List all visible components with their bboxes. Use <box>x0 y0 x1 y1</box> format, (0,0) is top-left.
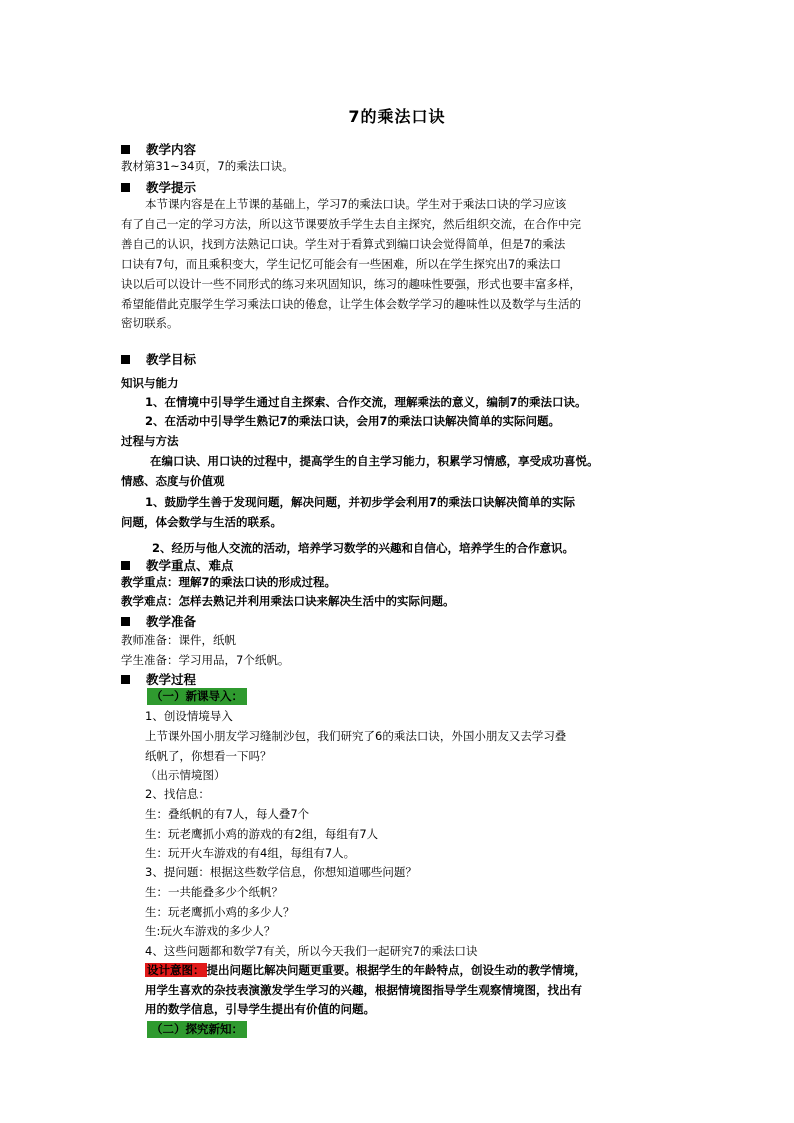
goals-sub-process: 过程与方法 <box>121 434 179 448</box>
hint-line-2: 有了自己一定的学习方法，所以这节课要放手学生去自主探究，然后组织交流，在合作中完 <box>121 217 581 231</box>
hint-line-6: 希望能借此克服学生学习乘法口诀的倦怠，让学生体会数学学习的趣味性以及数学与生活的 <box>121 297 581 311</box>
process-step-1a: 上节课外国小朋友学习缝制沙包，我们研究了6的乘法口诀，外国小朋友又去学习叠 <box>145 729 567 743</box>
process-tag-intro: （一）新课导入： <box>147 688 247 705</box>
square-bullet-icon <box>121 617 130 626</box>
goals-process-1: 在编口诀、用口诀的过程中，提高学生的自主学习能力，积累学习情感，享受成功喜悦。 <box>150 454 599 468</box>
hint-line-5: 诀以后可以设计一些不同形式的练习来巩固知识，练习的趣味性要强，形式也要丰富多样， <box>121 277 581 291</box>
section-heading-prep <box>121 612 196 630</box>
square-bullet-icon <box>121 675 130 684</box>
section-heading-content <box>121 140 196 158</box>
prep-teacher: 教师准备：课件，纸帆 <box>121 633 236 647</box>
section-heading-text: 教学重点、难点 <box>146 558 234 573</box>
design-intent-tag: 设计意图： <box>147 963 205 977</box>
goals-emotion-1a: 1、鼓励学生善于发现问题，解决问题，并初步学会利用7的乘法口诀解决简单的实际 <box>145 495 575 509</box>
hint-line-1: 本节课内容是在上节课的基础上，学习7的乘法口诀。学生对于乘法口诀的学习应该 <box>145 197 567 211</box>
content-line: 教材第31~34页，7的乘法口诀。 <box>121 159 294 173</box>
process-step-2a: 生：叠纸帆的有7人，每人叠7个 <box>145 807 310 821</box>
section-heading-text: 教学内容 <box>146 142 197 157</box>
process-step-1b: 纸帆了，你想看一下吗？ <box>145 749 272 763</box>
section-heading-process <box>121 670 196 688</box>
section-heading-goals <box>121 350 196 368</box>
process-step-3b: 生：玩老鹰抓小鸡的多少人？ <box>145 905 295 919</box>
process-tag-explore: （二）探究新知： <box>147 1021 247 1038</box>
square-bullet-icon <box>121 183 130 192</box>
hint-line-3: 善自己的认识，找到方法熟记口诀。学生对于看算式到编口诀会觉得简单，但是7的乘法 <box>121 237 566 251</box>
section-heading-key <box>121 556 234 574</box>
prep-student: 学生准备：学习用品，7个纸帆。 <box>121 653 290 667</box>
process-step-3: 3、提问题：根据这些数学信息，你想知道哪些问题？ <box>145 865 417 879</box>
process-step-3a: 生：一共能叠多少个纸帆？ <box>145 885 283 899</box>
goals-sub-emotion: 情感、态度与价值观 <box>121 474 225 488</box>
section-heading-text: 教学过程 <box>146 672 197 687</box>
design-intent-line-1 <box>145 962 586 978</box>
key-difficulty: 教学难点：怎样去熟记并利用乘法口诀来解决生活中的实际问题。 <box>121 594 455 608</box>
process-step-2b: 生：玩老鹰抓小鸡的游戏的有2组，每组有7人 <box>145 827 379 841</box>
square-bullet-icon <box>121 561 130 570</box>
page-title: 7的乘法口诀 <box>348 107 446 126</box>
process-step-3c: 生:玩火车游戏的多少人？ <box>145 924 276 938</box>
process-step-2: 2、找信息： <box>145 787 210 801</box>
section-heading-text: 教学准备 <box>146 614 197 629</box>
process-step-2c: 生：玩开火车游戏的有4组，每组有7人。 <box>145 846 356 860</box>
hint-line-4: 口诀有7句，而且乘积变大，学生记忆可能会有一些困难，所以在学生探究出7的乘法口 <box>121 257 562 271</box>
square-bullet-icon <box>121 145 130 154</box>
goals-knowledge-2: 2、在活动中引导学生熟记7的乘法口诀，会用7的乘法口诀解决简单的实际问题。 <box>145 414 561 428</box>
process-step-4: 4、这些问题都和数学7有关，所以今天我们一起研究7的乘法口诀 <box>145 944 478 958</box>
hint-line-7: 密切联系。 <box>121 316 179 330</box>
section-heading-text: 教学目标 <box>146 352 197 367</box>
square-bullet-icon <box>121 355 130 364</box>
section-heading-text: 教学提示 <box>146 180 197 195</box>
design-intent-line-2: 用学生喜欢的杂技表演激发学生学习的兴趣，根据情境图指导学生观察情境图，找出有 <box>145 983 582 997</box>
key-focus: 教学重点：理解7的乘法口诀的形成过程。 <box>121 575 336 589</box>
goals-sub-knowledge: 知识与能力 <box>121 376 179 390</box>
design-intent-text: 提出问题比解决问题更重要。根据学生的年龄特点，创设生动的教学情境， <box>206 963 586 977</box>
process-step-1c: （出示情境图） <box>145 768 226 782</box>
goals-emotion-2: 2、经历与他人交流的活动，培养学习数学的兴趣和自信心，培养学生的合作意识。 <box>152 541 574 555</box>
goals-emotion-1b: 问题，体会数学与生活的联系。 <box>121 515 282 529</box>
design-intent-line-3: 用的数学信息，引导学生提出有价值的问题。 <box>145 1002 375 1016</box>
process-step-1: 1、创设情境导入 <box>145 709 233 723</box>
section-heading-hint <box>121 178 196 196</box>
goals-knowledge-1: 1、在情境中引导学生通过自主探索、合作交流，理解乘法的意义，编制7的乘法口诀。 <box>145 395 587 409</box>
